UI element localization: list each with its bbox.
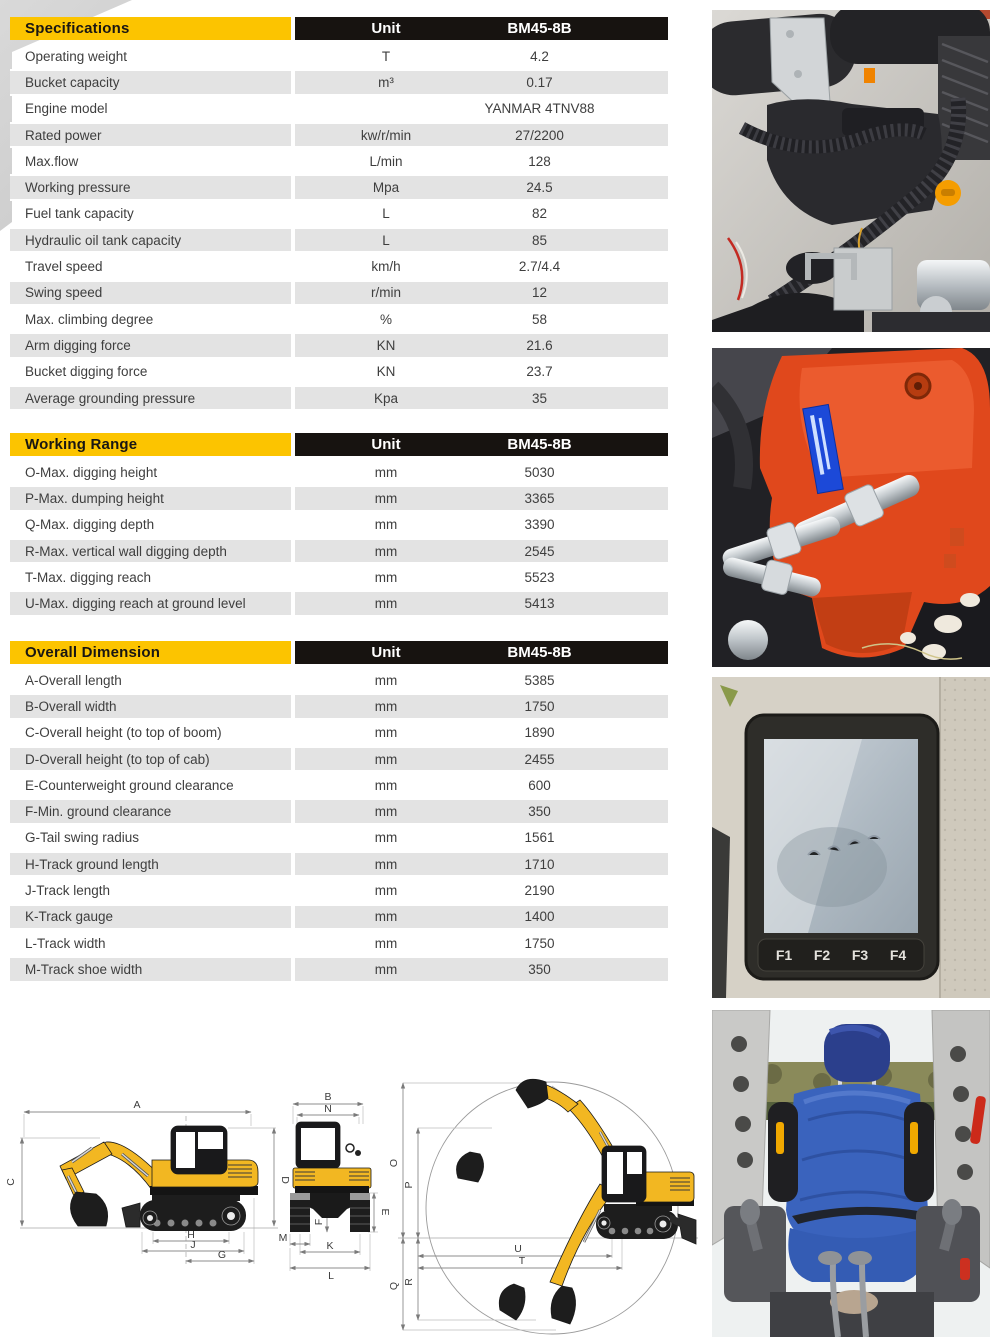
row-unit: KN: [376, 337, 396, 353]
monitor-photo: [712, 677, 990, 998]
table-row: [10, 122, 668, 148]
model-column-header: BM45-8B: [507, 644, 572, 661]
row-unit: mm: [374, 804, 398, 820]
svg-text:J: J: [190, 1239, 196, 1251]
row-value: 5385: [524, 672, 555, 688]
table-row: [10, 148, 668, 174]
svg-text:D: D: [279, 1176, 291, 1184]
row-value: 21.6: [526, 337, 553, 353]
table-body: [10, 667, 668, 983]
row-value: 35: [531, 390, 548, 406]
row-values: [295, 148, 668, 174]
svg-text:E: E: [379, 1208, 391, 1216]
row-unit: mm: [374, 596, 398, 612]
row-unit: mm: [374, 883, 398, 899]
row-label: Engine model: [25, 101, 108, 117]
row-values: [295, 459, 668, 485]
table-body: [10, 459, 668, 617]
table-title: Specifications: [10, 17, 291, 40]
table-row: [10, 306, 668, 332]
row-unit: km/h: [371, 259, 401, 275]
unit-column-header: Unit: [371, 436, 401, 453]
row-label: J-Track length: [25, 883, 111, 899]
row-unit: mm: [374, 961, 398, 977]
row-values: [295, 956, 668, 982]
row-unit: mm: [374, 517, 398, 533]
row-value: 23.7: [526, 364, 553, 380]
table-row: [10, 772, 668, 798]
rear-view-excavator: [290, 1122, 371, 1232]
row-unit: mm: [374, 725, 398, 741]
row-value: 82: [531, 206, 548, 222]
row-value: 350: [528, 961, 551, 977]
row-value: 0.17: [526, 74, 553, 90]
row-value: 2455: [524, 751, 555, 767]
row-label: C-Overall height (to top of boom): [25, 725, 222, 741]
row-values: [295, 667, 668, 693]
table-row: [10, 956, 668, 982]
fkey-bar: [758, 939, 924, 971]
row-label: L-Track width: [25, 935, 106, 951]
row-values: [295, 385, 668, 411]
table-header: [10, 641, 668, 664]
row-value: 600: [528, 777, 551, 793]
svg-text:C: C: [5, 1178, 17, 1186]
row-value: 1710: [524, 856, 555, 872]
row-values: [295, 930, 668, 956]
row-label: T-Max. digging reach: [25, 569, 152, 585]
row-label: Hydraulic oil tank capacity: [10, 227, 291, 253]
model-column-header: BM45-8B: [507, 20, 572, 37]
row-value: 5413: [524, 596, 555, 612]
table-row: [10, 227, 668, 253]
row-values: [295, 253, 668, 279]
table-row: [10, 667, 668, 693]
row-unit: mm: [374, 569, 398, 585]
row-unit: mm: [374, 777, 398, 793]
row-value: 27/2200: [515, 127, 564, 143]
table-row: [10, 512, 668, 538]
row-value: 5523: [524, 569, 555, 585]
row-values: [295, 201, 668, 227]
row-value: 58: [531, 311, 548, 327]
working-range-table: [10, 433, 668, 617]
row-label: Bucket capacity: [10, 69, 291, 95]
svg-text:U: U: [514, 1243, 522, 1255]
table-header-dark: [295, 17, 668, 40]
table-header-dark: [295, 433, 668, 456]
table-row: [10, 564, 668, 590]
table-row: [10, 825, 668, 851]
row-unit: L: [382, 206, 390, 222]
unit-column-header: Unit: [371, 644, 401, 661]
row-value: YANMAR 4TNV88: [484, 101, 595, 117]
row-values: [295, 720, 668, 746]
row-label: O-Max. digging height: [25, 464, 158, 480]
row-unit: mm: [374, 856, 398, 872]
svg-text:G: G: [217, 1249, 227, 1261]
row-label: P-Max. dumping height: [10, 485, 291, 511]
row-value: 24.5: [526, 180, 553, 196]
svg-text:O: O: [388, 1158, 400, 1168]
row-value: 4.2: [530, 48, 549, 64]
row-value: 128: [528, 153, 551, 169]
row-values: [295, 69, 668, 95]
table-row: [10, 904, 668, 930]
row-values: [295, 904, 668, 930]
svg-text:B: B: [324, 1091, 332, 1103]
row-values: [295, 825, 668, 851]
svg-text:A: A: [133, 1099, 141, 1111]
row-value: 2.7/4.4: [518, 259, 561, 275]
table-header: [10, 17, 668, 40]
row-label: H-Track ground length: [10, 851, 291, 877]
row-unit: mm: [374, 751, 398, 767]
row-label: K-Track gauge: [10, 904, 291, 930]
console-lever: [960, 1258, 970, 1280]
unit-column-header: Unit: [371, 20, 401, 37]
row-unit: mm: [374, 672, 398, 688]
table-row: [10, 43, 668, 69]
table-row: [10, 201, 668, 227]
row-unit: T: [381, 48, 391, 64]
row-value: 2545: [524, 543, 555, 559]
table-row: [10, 877, 668, 903]
row-unit: mm: [374, 698, 398, 714]
fkey-f2-button[interactable]: F2: [813, 947, 831, 963]
table-row: [10, 174, 668, 200]
table-row: [10, 720, 668, 746]
row-label: A-Overall length: [25, 672, 122, 688]
row-value: 1750: [524, 698, 555, 714]
row-label: U-Max. digging reach at ground level: [10, 590, 291, 616]
row-values: [295, 877, 668, 903]
row-unit: m³: [378, 74, 394, 90]
svg-text:Q: Q: [388, 1281, 400, 1291]
table-row: [10, 485, 668, 511]
row-unit: mm: [374, 909, 398, 925]
row-values: [295, 538, 668, 564]
table-row: [10, 280, 668, 306]
cab-interior-photo: [712, 1010, 990, 1337]
row-unit: mm: [374, 464, 398, 480]
svg-text:M: M: [278, 1232, 288, 1244]
row-label: M-Track shoe width: [10, 956, 291, 982]
model-column-header: BM45-8B: [507, 436, 572, 453]
row-label: G-Tail swing radius: [25, 830, 140, 846]
row-values: [295, 174, 668, 200]
row-value: 1561: [524, 830, 555, 846]
row-label: F-Min. ground clearance: [10, 798, 291, 824]
row-values: [295, 746, 668, 772]
row-values: [295, 798, 668, 824]
row-values: [295, 96, 668, 122]
row-values: [295, 512, 668, 538]
row-unit: KN: [376, 364, 396, 380]
fkey-f4-button[interactable]: F4: [889, 947, 907, 963]
table-header: [10, 433, 668, 456]
row-values: [295, 122, 668, 148]
table-row: [10, 459, 668, 485]
row-label: Average grounding pressure: [10, 385, 291, 411]
table-header-dark: [295, 641, 668, 664]
fkey-f3-button[interactable]: F3: [851, 947, 869, 963]
row-unit: %: [379, 311, 392, 327]
row-value: 3390: [524, 517, 555, 533]
row-value: 3365: [524, 490, 555, 506]
oil-filler-cap: [935, 180, 961, 206]
row-value: 1750: [524, 935, 555, 951]
svg-text:T: T: [518, 1255, 526, 1267]
row-label: Max.flow: [25, 153, 79, 169]
svg-text:K: K: [326, 1240, 334, 1252]
table-row: [10, 359, 668, 385]
row-values: [295, 359, 668, 385]
table-row: [10, 851, 668, 877]
row-values: [295, 590, 668, 616]
svg-text:L: L: [328, 1270, 334, 1282]
table-title: Working Range: [10, 433, 291, 456]
svg-text:N: N: [324, 1103, 332, 1115]
row-unit: [295, 96, 477, 122]
engine-photo: [712, 10, 990, 332]
table-row: [10, 693, 668, 719]
row-label: Arm digging force: [10, 332, 291, 358]
row-value: 12: [531, 285, 548, 301]
row-unit: mm: [374, 935, 398, 951]
side-view-diagram: [5, 1099, 291, 1264]
row-label: B-Overall width: [10, 693, 291, 719]
row-unit: Kpa: [373, 390, 399, 406]
table-row: [10, 385, 668, 411]
table-row: [10, 332, 668, 358]
table-row: [10, 798, 668, 824]
row-values: [295, 227, 668, 253]
table-row: [10, 538, 668, 564]
row-value: 2190: [524, 883, 555, 899]
svg-text:F: F: [313, 1218, 325, 1226]
row-unit: mm: [374, 490, 398, 506]
dimension-diagrams: [0, 1060, 700, 1339]
svg-text:R: R: [403, 1278, 415, 1286]
row-values: [295, 332, 668, 358]
row-values: [295, 564, 668, 590]
row-label: Fuel tank capacity: [25, 206, 134, 222]
row-label: Bucket digging force: [25, 364, 148, 380]
row-values: [295, 306, 668, 332]
table-row: [10, 930, 668, 956]
table-row: [10, 590, 668, 616]
svg-text:P: P: [403, 1181, 415, 1189]
table-row: [10, 96, 668, 122]
working-range-diagram: [388, 1079, 698, 1334]
table-title: Overall Dimension: [10, 641, 291, 664]
row-unit: mm: [374, 543, 398, 559]
row-label: Swing speed: [10, 280, 291, 306]
row-label: Max. climbing degree: [25, 311, 154, 327]
overall-dimension-table: [10, 641, 668, 983]
row-values: [295, 772, 668, 798]
row-label: D-Overall height (to top of cab): [10, 746, 291, 772]
working-range-labels: [388, 1159, 526, 1290]
specifications-table: [10, 17, 668, 411]
table-row: [10, 746, 668, 772]
row-unit: L/min: [369, 153, 403, 169]
row-label: E-Counterweight ground clearance: [25, 777, 234, 793]
range-excavator: [457, 1079, 697, 1324]
row-label: Q-Max. digging depth: [25, 517, 155, 533]
row-label: R-Max. vertical wall digging depth: [10, 538, 291, 564]
side-view-excavator: [60, 1126, 258, 1231]
fkey-f1-button[interactable]: F1: [775, 947, 793, 963]
row-value: 1890: [524, 725, 555, 741]
row-values: [295, 851, 668, 877]
row-value: 5030: [524, 464, 555, 480]
row-label: Operating weight: [25, 48, 128, 64]
row-unit: r/min: [371, 285, 401, 301]
row-label: Working pressure: [10, 174, 291, 200]
row-label: Travel speed: [25, 259, 103, 275]
row-values: [295, 43, 668, 69]
hydraulic-pump-photo: [712, 348, 990, 667]
row-values: [295, 280, 668, 306]
row-unit: Mpa: [372, 180, 400, 196]
row-unit: L: [382, 232, 390, 248]
table-row: [10, 69, 668, 95]
row-value: 350: [528, 804, 551, 820]
row-label: Rated power: [10, 122, 291, 148]
row-value: 1400: [524, 909, 555, 925]
row-values: [295, 693, 668, 719]
row-unit: kw/r/min: [360, 127, 412, 143]
table-body: [10, 43, 668, 411]
svg-text:H: H: [187, 1229, 195, 1241]
row-values: [295, 485, 668, 511]
row-value: 85: [531, 232, 548, 248]
rear-view-diagram: [279, 1091, 391, 1282]
table-row: [10, 253, 668, 279]
row-unit: mm: [374, 830, 398, 846]
